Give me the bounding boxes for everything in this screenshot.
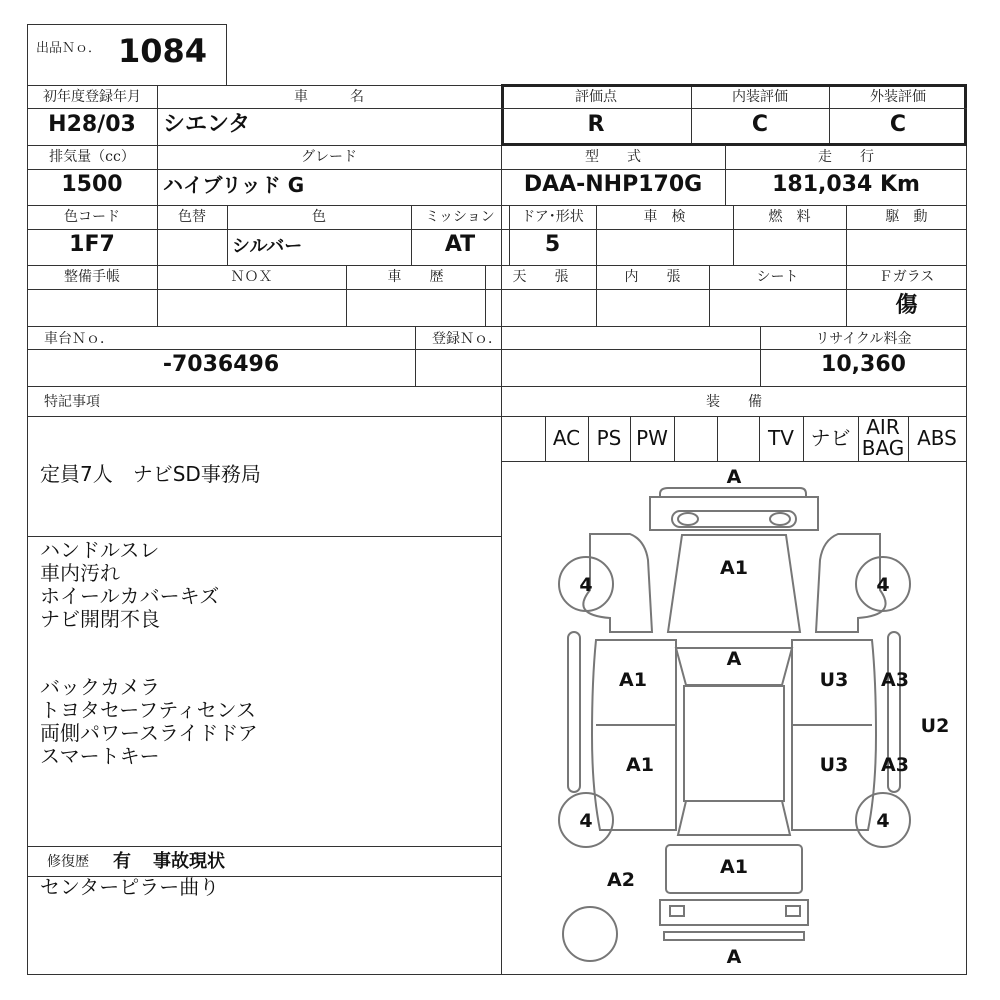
remark-item: ホイールカバーキズ [40, 584, 220, 608]
chassis-value: -7036496 [162, 352, 280, 377]
equipment-tv: TV [768, 426, 794, 450]
remark-item: ナビ開閉不良 [40, 607, 160, 631]
option-item: スマートキー [40, 744, 160, 768]
lot-label: 出品Ｎｏ． [36, 41, 102, 56]
front-lamp-left [678, 513, 698, 525]
repair-label: 修復歴 [47, 854, 89, 870]
roof-label: 天 張 [512, 269, 569, 285]
repair-flag: 有 [113, 851, 131, 872]
equipment-airbag: AIR BAG [861, 415, 905, 460]
fuel-label: 燃 料 [768, 209, 811, 225]
drive-label: 駆 動 [885, 209, 928, 225]
door-value: 5 [544, 232, 561, 257]
mark-right-front-skirt: A3 [881, 669, 909, 691]
reg-label: 初年度登録年月 [43, 89, 141, 105]
repair-detail: センターピラー曲り [40, 875, 220, 899]
color-value: シルバー [232, 236, 303, 257]
mark-rear-bumper: A [726, 946, 742, 968]
reg-value: H28/03 [48, 112, 136, 137]
color-code-label: 色コード [64, 209, 120, 225]
option-item: トヨタセーフティセンス [40, 698, 256, 722]
rear-bumper-lower [664, 932, 804, 940]
color-label: 色 [312, 209, 326, 225]
interior-value: C [751, 112, 769, 137]
name-label: 車 名 [294, 89, 364, 105]
mission-value: AT [444, 232, 476, 257]
mark-back-door: A1 [720, 856, 748, 878]
seat-label: シート [756, 269, 799, 285]
rear-lamp-right [786, 906, 800, 916]
recycle-label: リサイクル料金 [815, 331, 912, 347]
recycle-value: 10,360 [821, 352, 906, 377]
grade-value: ハイブリッド G [163, 173, 305, 197]
spare-tire [563, 907, 617, 961]
mark-hood: A1 [720, 557, 748, 579]
history-label: 車 歴 [387, 269, 444, 285]
displacement-value: 1500 [61, 172, 123, 197]
equipment-abs: ABS [917, 426, 957, 450]
remark-item: ハンドルスレ [40, 538, 160, 562]
mark-windshield: A [726, 648, 742, 670]
lot-number: 1084 [118, 32, 208, 70]
nox-label: ＮＯＸ [230, 269, 273, 285]
color-code-value: 1F7 [69, 232, 115, 257]
inspection-label: 車 検 [643, 209, 686, 225]
repaint-label: 色替 [178, 209, 206, 225]
name-value: シエンタ [163, 112, 251, 137]
interior-label: 内装評価 [732, 89, 788, 105]
front-bumper-outline [660, 488, 806, 497]
tire-score-rear-right: 4 [876, 810, 890, 832]
remark-item: 車内汚れ [40, 561, 120, 585]
rear-window [678, 801, 790, 835]
tire-score-front-right: 4 [876, 574, 890, 596]
exterior-label: 外装評価 [870, 89, 926, 105]
mark-left-rear-quarter: A2 [607, 869, 635, 891]
equipment-ac: AC [552, 426, 581, 450]
displacement-label: 排気量（cc） [49, 149, 135, 165]
equipment-label: 装 備 [706, 394, 762, 410]
model-value: DAA-NHP170G [523, 172, 703, 197]
notes-label: 特記事項 [44, 394, 100, 410]
option-item: バックカメラ [40, 675, 160, 699]
equipment-ps: PS [596, 426, 622, 450]
regno-label: 登録Ｎｏ． [432, 331, 502, 347]
tire-score-rear-left: 4 [579, 810, 593, 832]
hood-outline [668, 535, 800, 632]
mark-right-rear-door: U3 [819, 754, 849, 776]
front-fender-left [583, 534, 652, 632]
skirt-left [568, 632, 580, 792]
mission-label: ミッション [425, 209, 495, 225]
mileage-value: 181,034 Km [772, 172, 920, 197]
mark-front-bumper: A [726, 466, 742, 488]
score-label: 評価点 [575, 89, 617, 105]
equipment-navi: ナビ [810, 426, 851, 450]
manual-label: 整備手帳 [64, 269, 120, 285]
grade-label: グレード [301, 149, 357, 165]
exterior-value: C [889, 112, 907, 137]
mark-right-front-door: U3 [819, 669, 849, 691]
model-label: 型 式 [585, 149, 641, 165]
chassis-label: 車台Ｎｏ． [44, 331, 114, 347]
inner-label: 内 張 [624, 269, 681, 285]
roof [684, 686, 784, 801]
repair-status: 事故現状 [153, 851, 225, 872]
tire-score-front-left: 4 [579, 574, 593, 596]
mark-left-front-door: A1 [619, 669, 647, 691]
rear-lamp-left [670, 906, 684, 916]
glass-label: Ｆガラス [878, 269, 935, 285]
mark-left-rear-door: A1 [626, 754, 654, 776]
glass-value: 傷 [895, 293, 918, 318]
mark-right-rear-skirt: A3 [881, 754, 909, 776]
front-fender-right [816, 534, 886, 632]
mark-right-pillar: U2 [920, 715, 950, 737]
equipment-pw: PW [636, 426, 668, 450]
front-lamp-right [770, 513, 790, 525]
score-value: R [587, 112, 605, 137]
notes-line1: 定員7人 ナビSD事務局 [40, 462, 261, 486]
door-label: ドア･形状 [521, 209, 584, 225]
mileage-label: 走 行 [818, 149, 874, 165]
option-item: 両側パワースライドドア [40, 721, 258, 745]
